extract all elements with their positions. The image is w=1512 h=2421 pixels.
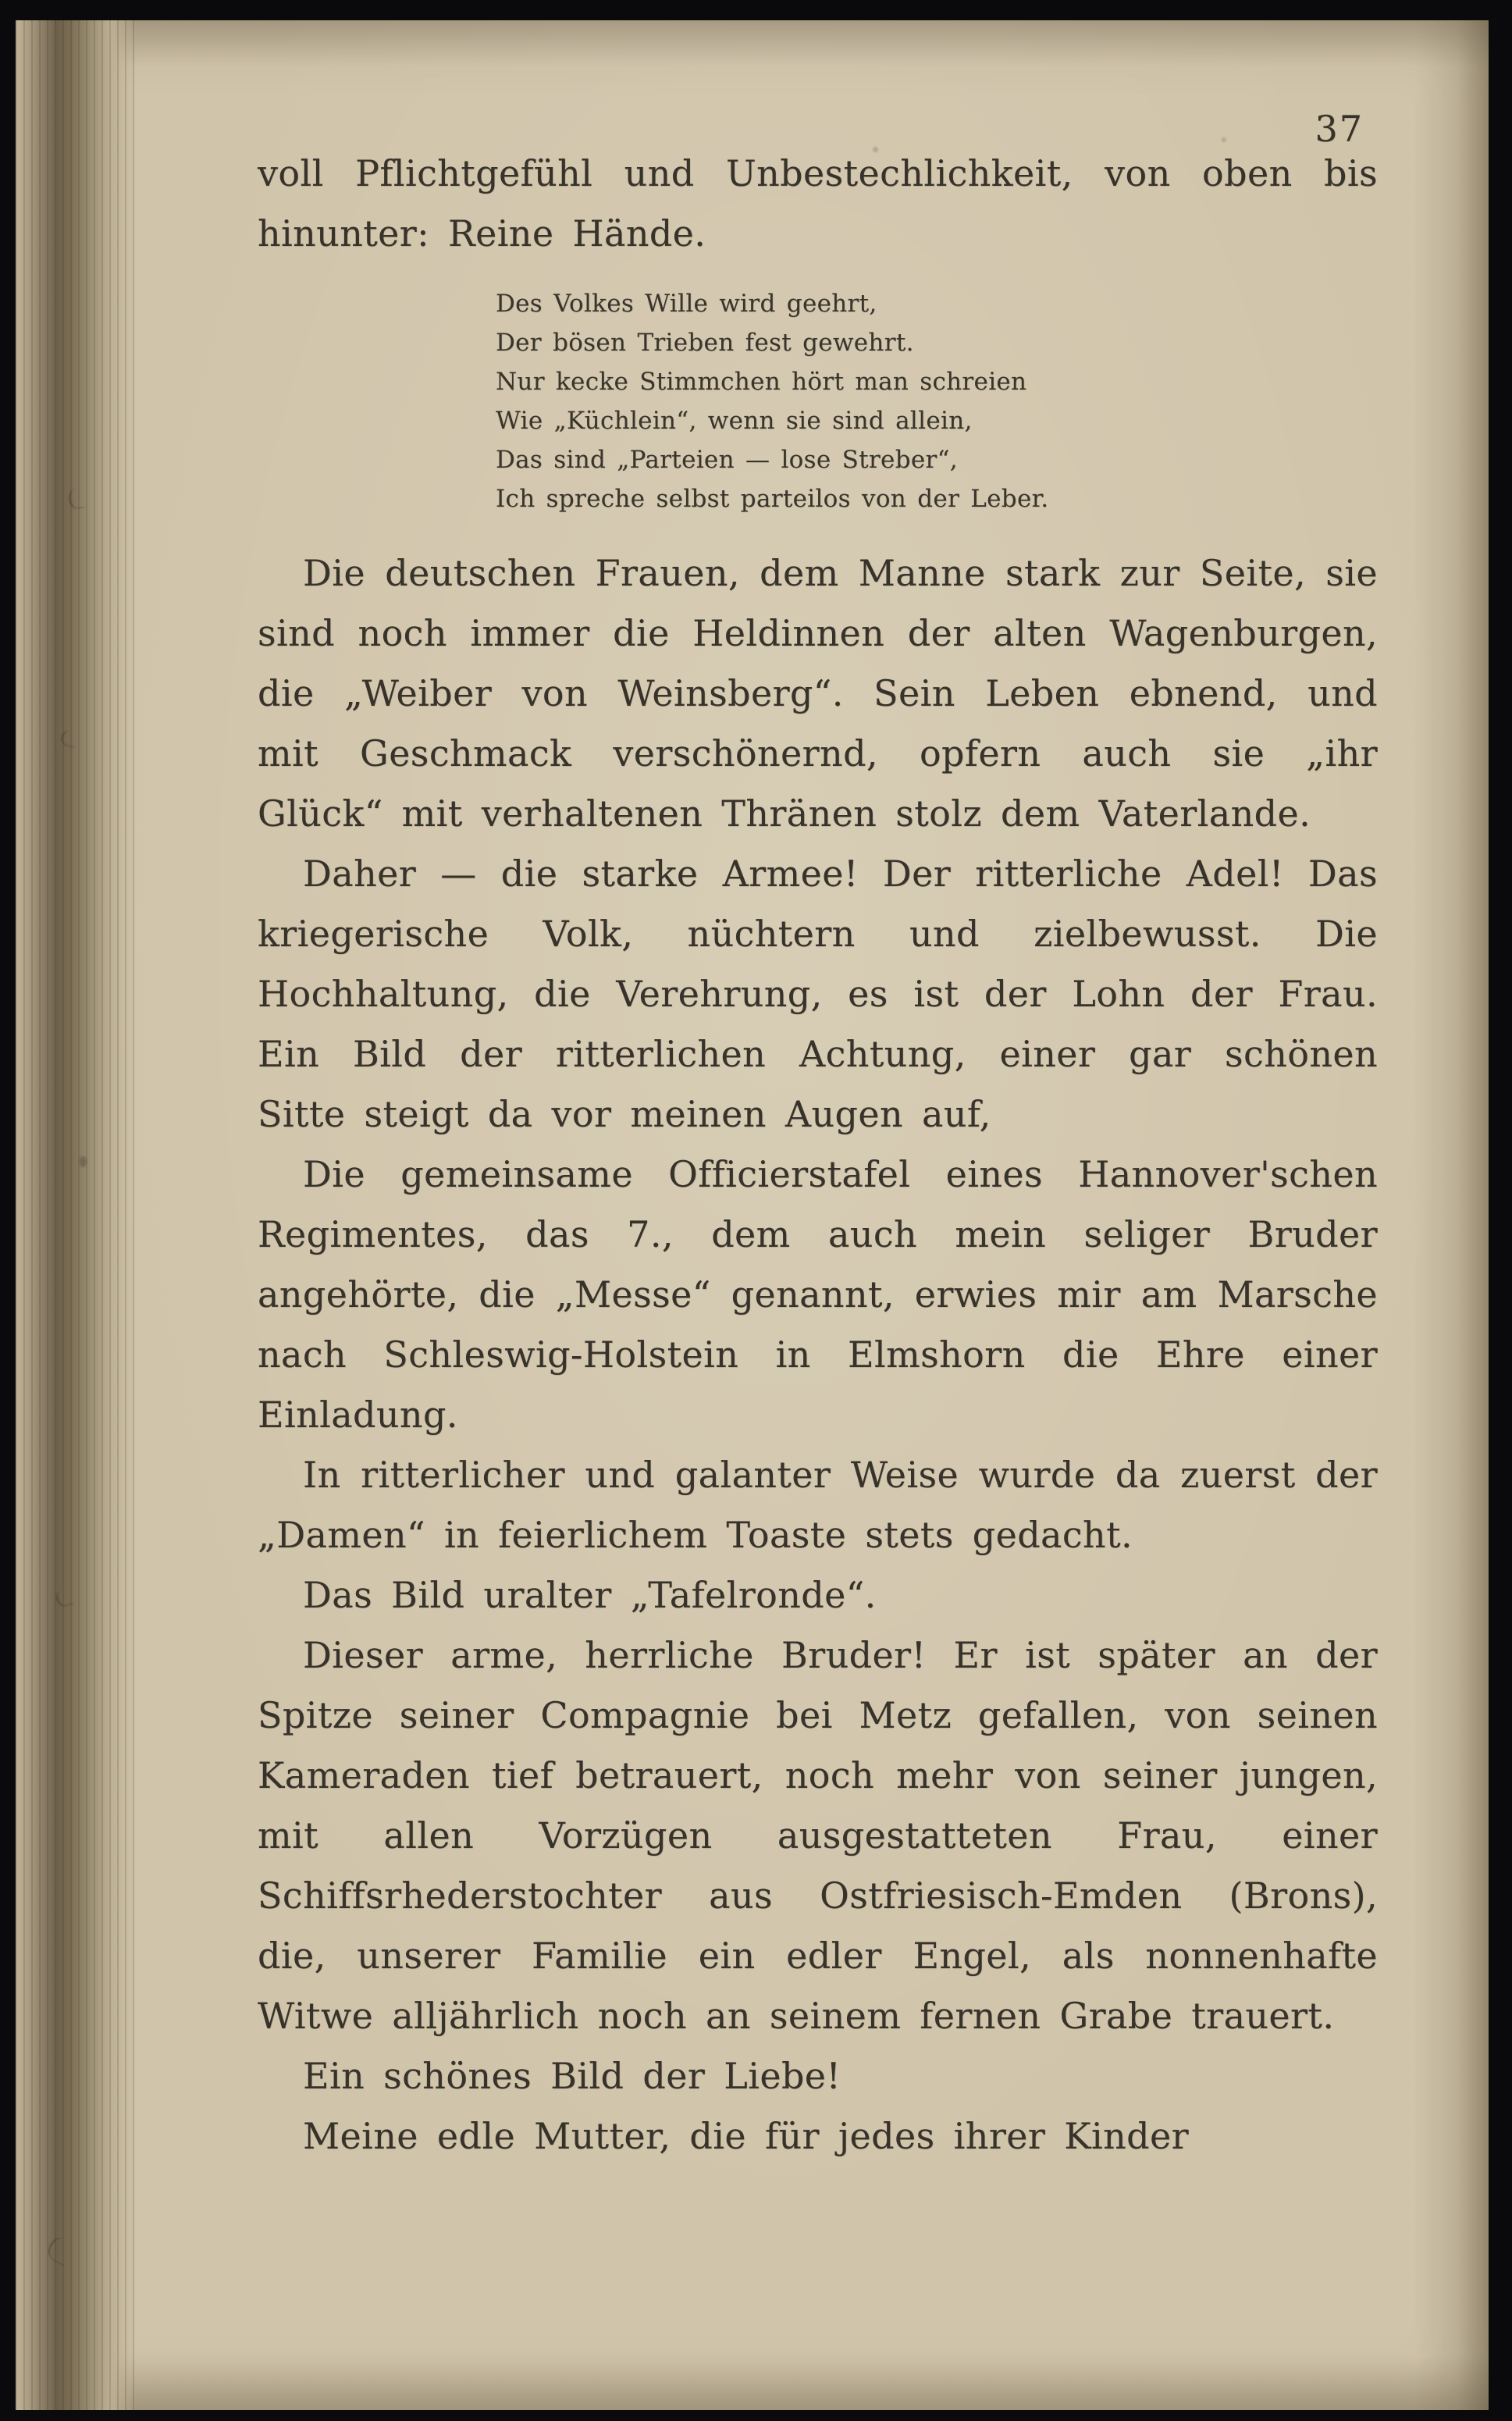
text-block bbox=[258, 144, 1378, 2166]
paper-speck bbox=[1222, 137, 1226, 142]
body-paragraph: In ritterlicher und galanter Weise wurde da zuerst der „Damen“ in feierlichem Toaste stets gedacht. bbox=[258, 1454, 1378, 1556]
poem-line: Der bösen Trieben fest gewehrt. bbox=[496, 329, 914, 357]
body-paragraph: Ein schönes Bild der Liebe! bbox=[303, 2055, 841, 2097]
body-paragraph: Die deutschen Frauen, dem Manne stark zur Seite, sie sind noch immer die Heldinnen der alten Wagenburgen, die „Weiber von Weinsberg“. Sein Leben ebnend, und mit Geschmack verschönernd, opfern auch sie „ihr Glück“ mit verhaltenen Thränen stolz dem Vaterlande. bbox=[258, 552, 1378, 835]
page-number: 37 bbox=[1315, 108, 1364, 150]
poem-line: Ich spreche selbst parteilos von der Leber. bbox=[496, 485, 1049, 513]
body-paragraph: Meine edle Mutter, die für jedes ihrer Kinder bbox=[303, 2115, 1190, 2157]
paragraph-continuation: voll Pflichtgefühl und Unbestechlichkeit, von oben bis hinunter: Reine Hände. bbox=[258, 152, 1378, 255]
book-page-paper bbox=[16, 20, 1489, 2410]
poem-line: Nur kecke Stimmchen hört man schreien bbox=[496, 368, 1027, 396]
poem-line: Das sind „Parteien — lose Streber“, bbox=[496, 446, 958, 474]
poem-line: Des Volkes Wille wird geehrt, bbox=[496, 290, 877, 318]
body-paragraph: Die gemeinsame Officierstafel eines Hannover'schen Regimentes, das 7., dem auch mein seliger Bruder angehörte, die „Messe“ genannt, erwies mir am Marsche nach Schleswig-Holstein in Elmshorn die Ehre einer Einladung. bbox=[258, 1153, 1378, 1436]
poem-line: Wie „Küchlein“, wenn sie sind allein, bbox=[496, 407, 973, 435]
margin-smudge-mark bbox=[80, 1156, 87, 1167]
paper-speck bbox=[873, 147, 878, 152]
body-paragraph: Dieser arme, herrliche Bruder! Er ist später an der Spitze seiner Compagnie bei Metz gefallen, von seinen Kameraden tief betrauert, noch mehr von seiner jungen, mit allen Vorzügen ausgestatteten Frau, einer Schiffsrhederstochter aus Ostfriesisch-Emden (Brons), die, unserer Familie ein edler Engel, als nonnenhafte Witwe alljährlich noch an seinem fernen Grabe trauert. bbox=[258, 1634, 1378, 2037]
body-paragraph: Daher — die starke Armee! Der ritterliche Adel! Das kriegerische Volk, nüchtern und zielbewusst. Die Hochhaltung, die Verehrung, es ist der Lohn der Frau. Ein Bild der ritterlichen Achtung, einer gar schönen Sitte steigt da vor meinen Augen auf, bbox=[258, 853, 1378, 1135]
binding-edge bbox=[16, 20, 137, 2410]
body-paragraph: Das Bild uralter „Tafelronde“. bbox=[303, 1574, 877, 1616]
poem-block bbox=[496, 284, 1378, 518]
